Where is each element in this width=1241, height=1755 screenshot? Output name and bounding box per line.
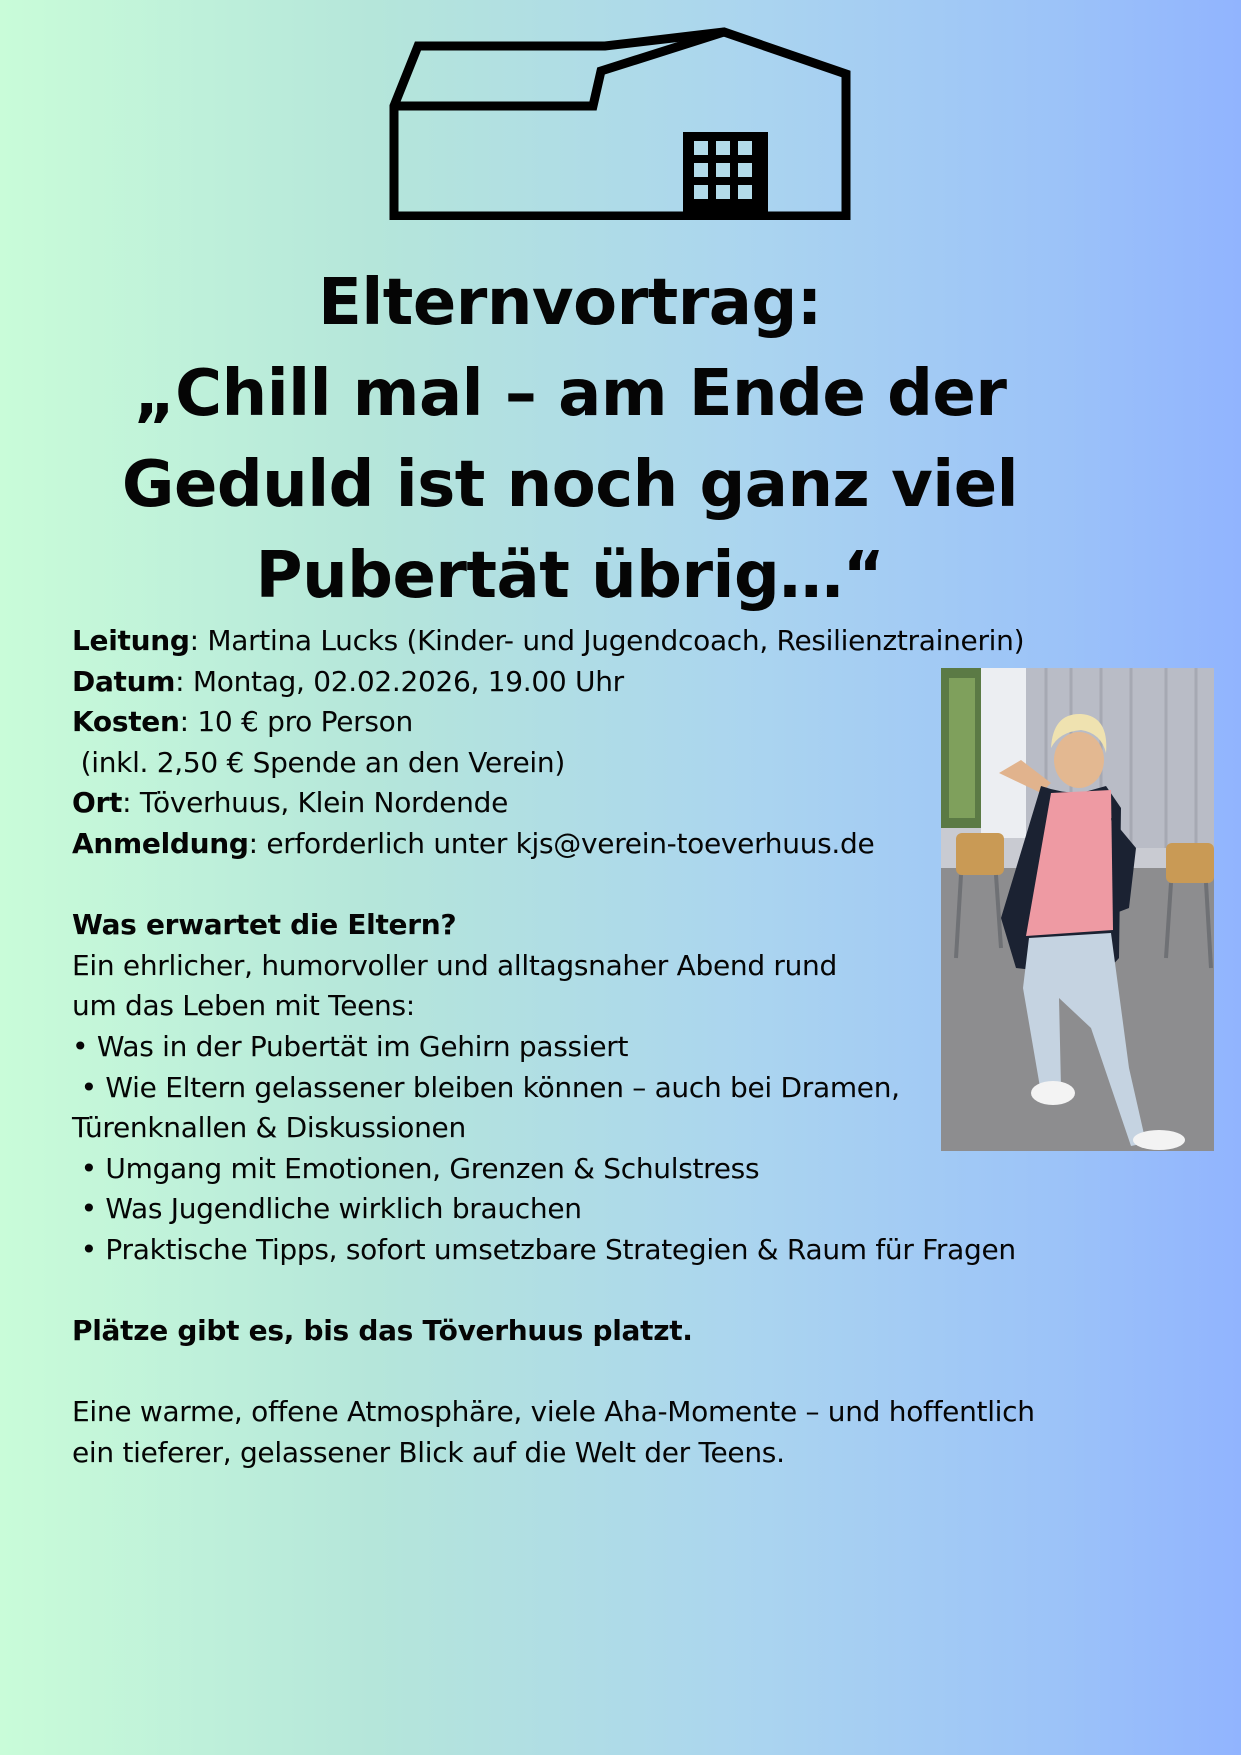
- leitung-row: [72, 621, 1172, 662]
- bullet-item: • Praktische Tipps, sofort umsetzbare Strategien & Raum für Fragen: [72, 1232, 1016, 1266]
- ort-value: : Töverhuus, Klein Nordende: [122, 786, 508, 820]
- bullet-item: • Wie Eltern gelassener bleiben können – auch bei Dramen,: [72, 1070, 900, 1104]
- speaker-photo: [941, 668, 1214, 1151]
- anmeldung-label: Anmeldung: [72, 826, 249, 860]
- anmeldung-value[interactable]: : erforderlich unter kjs@verein-toeverhuus.de: [248, 826, 875, 860]
- title-line-3: Geduld ist noch ganz viel: [121, 448, 1019, 522]
- seats-note: [72, 1311, 1172, 1352]
- page-title: [120, 258, 1020, 622]
- spacer: [72, 1271, 1172, 1312]
- title-line-2: „Chill mal – am Ende der: [133, 357, 1007, 431]
- bullet-item-continuation: Türenknallen & Diskussionen: [72, 1111, 466, 1145]
- kosten-label: Kosten: [72, 705, 180, 739]
- section-heading-text: Was erwartet die Eltern?: [72, 908, 457, 942]
- closing-line: Eine warme, offene Atmosphäre, viele Aha-Momente – und hoffentlich: [72, 1395, 1035, 1429]
- spacer: [72, 1352, 1172, 1393]
- leitung-label: Leitung: [72, 624, 190, 657]
- kosten-note: (inkl. 2,50 € Spende an den Verein): [72, 745, 565, 779]
- ort-label: Ort: [72, 786, 123, 820]
- title-line-1: Elternvortrag:: [318, 266, 822, 340]
- datum-label: Datum: [72, 664, 176, 698]
- barn-house-icon: [388, 26, 853, 220]
- leitung-value: : Martina Lucks (Kinder- und Jugendcoach, Resilienztrainerin): [189, 624, 1025, 657]
- bullet-item: • Umgang mit Emotionen, Grenzen & Schulstress: [72, 1151, 760, 1185]
- title-line-4: Pubertät übrig…“: [255, 539, 885, 613]
- intro-line: um das Leben mit Teens:: [72, 989, 415, 1023]
- seats-note-text: Plätze gibt es, bis das Töverhuus platzt.: [72, 1314, 693, 1348]
- bullet-item: • Was Jugendliche wirklich brauchen: [72, 1192, 582, 1226]
- kosten-value: : 10 € pro Person: [179, 705, 413, 739]
- bullet-item: • Was in der Pubertät im Gehirn passiert: [72, 1029, 629, 1063]
- datum-value: : Montag, 02.02.2026, 19.00 Uhr: [175, 664, 624, 698]
- intro-line: Ein ehrlicher, humorvoller und alltagsnaher Abend rund: [72, 948, 837, 982]
- closing-line: ein tieferer, gelassener Blick auf die Welt der Teens.: [72, 1435, 785, 1469]
